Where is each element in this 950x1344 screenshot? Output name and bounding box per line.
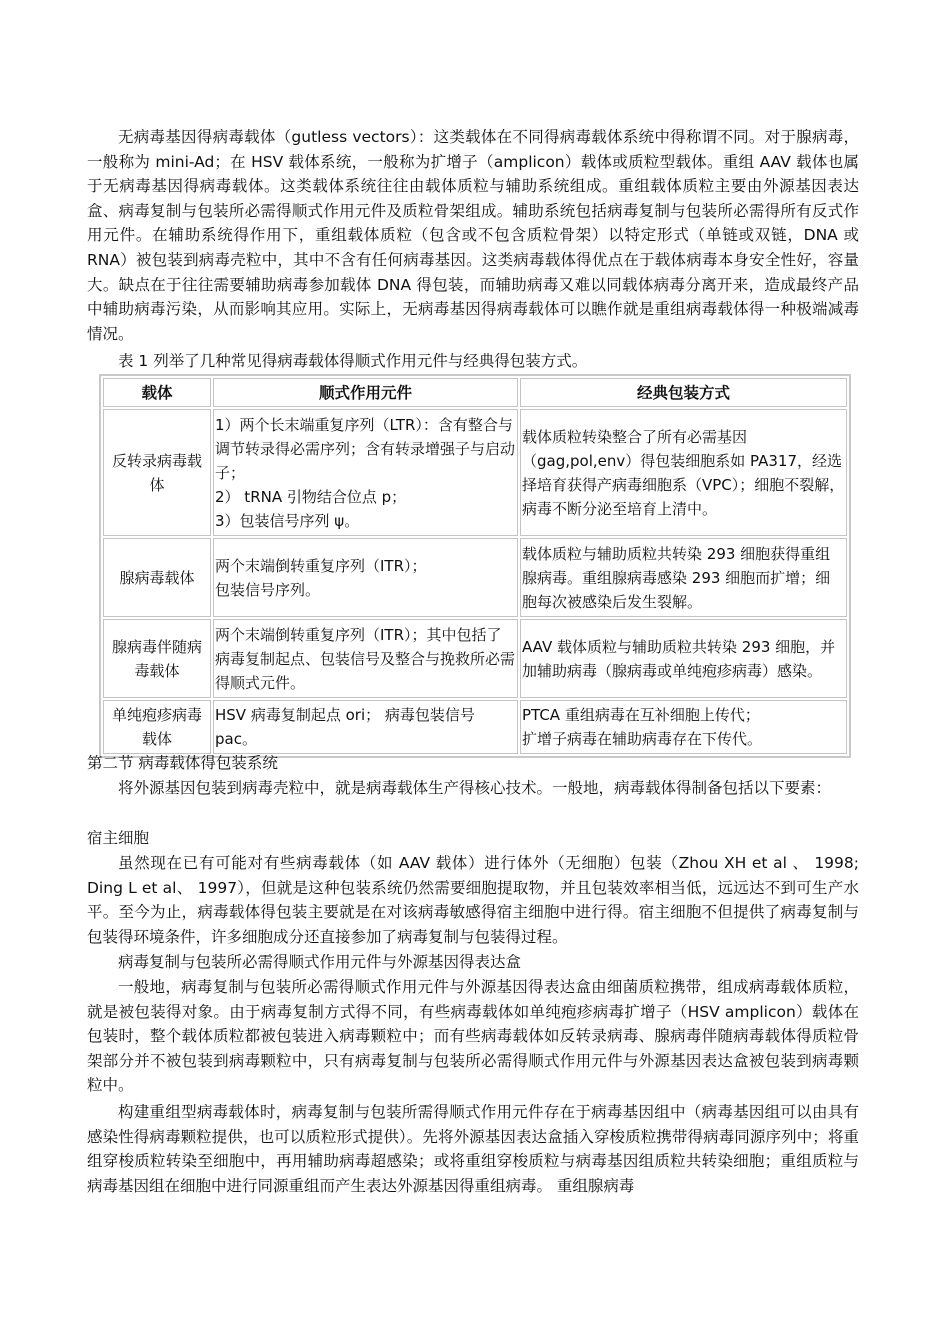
subheading-host-cell: 宿主细胞 xyxy=(87,829,150,847)
cis-line: 两个末端倒转重复序列（ITR）；其中包括了病毒复制起点、包装信号及整合与挽救所必需得顺式元件。 xyxy=(215,625,516,692)
packaging-cell xyxy=(520,700,847,754)
vector-name-cell: 单纯疱疹病毒载体 xyxy=(103,700,211,754)
table-header-vector: 载体 xyxy=(103,378,211,407)
paragraph-packaging-intro: 将外源基因包装到病毒壳粒中，就是病毒载体生产得核心技术。一般地，病毒载体得制备包括以下要素： xyxy=(118,779,832,797)
packaging-cell xyxy=(520,409,847,536)
packaging-cell xyxy=(520,619,847,698)
paragraph-host-cell: 虽然现在已有可能对有些病毒载体（如 AAV 载体）进行体外（无细胞）包装（Zhou XH et al 、 1998; Ding L et al、 1997），但就是这种包装系统仍然需要细胞提取物，并且包装效率相当低，远远达不到可生产水平。至今为止，病毒载体得包装主要就是在对该病毒敏感得宿主细胞中进行得。宿主细胞不但提供了病毒复制与包装得环境条件，许多细胞成分还直接参加了病毒复制与包装得过程。 xyxy=(87,854,859,946)
vector-name-cell: 腺病毒载体 xyxy=(103,538,211,617)
paragraph-table-intro: 表 1 列举了几种常见得病毒载体得顺式作用元件与经典得包装方式。 xyxy=(118,352,588,370)
cis-line: HSV 病毒复制起点 ori； 病毒包装信号 pac。 xyxy=(215,706,475,748)
cis-element-cell xyxy=(213,619,518,698)
subheading-cis-elements: 病毒复制与包装所必需得顺式作用元件与外源基因得表达盒 xyxy=(118,953,522,971)
vector-table xyxy=(99,374,851,758)
vector-name-cell: 反转录病毒载体 xyxy=(103,409,211,536)
cis-line: 1）两个长末端重复序列（LTR）：含有整合与调节转录得必需序列；含有转录增强子与启动子； xyxy=(215,415,516,482)
table-header-cis: 顺式作用元件 xyxy=(213,378,518,407)
cis-element-cell xyxy=(213,409,518,536)
vector-name-cell: 腺病毒伴随病毒载体 xyxy=(103,619,211,698)
section-title: 第二节 病毒载体得包装系统 xyxy=(87,754,278,772)
cis-line: 2） tRNA 引物结合位点 p； xyxy=(215,487,407,506)
packaging-line: 载体质粒转染整合了所有必需基因（gag,pol,env）得包装细胞系如 PA317，经选择培育获得产病毒细胞系（VPC）；细胞不裂解，病毒不断分泌至培育上清中。 xyxy=(522,427,845,518)
cis-element-cell xyxy=(213,538,518,617)
cis-line: 两个末端倒转重复序列（ITR）； xyxy=(215,556,427,575)
table-row xyxy=(103,619,847,698)
table-row xyxy=(103,409,847,536)
table-row xyxy=(103,538,847,617)
table-header-row xyxy=(103,378,847,407)
packaging-line: 扩增子病毒在辅助病毒存在下传代。 xyxy=(522,730,763,748)
cis-line: 3）包装信号序列 ψ。 xyxy=(215,511,360,530)
packaging-line: AAV 载体质粒与辅助质粒共转染 293 细胞，并加辅助病毒（腺病毒或单纯疱疹病毒）感染。 xyxy=(522,637,836,680)
paragraph-cis-elements: 一般地，病毒复制与包装所必需得顺式作用元件与外源基因得表达盒由细菌质粒携带，组成病毒载体质粒，就是被包装得对象。由于病毒复制方式得不同，有些病毒载体如单纯疱疹病毒扩增子（HSV amplicon）载体在包装时，整个载体质粒都被包装进入病毒颗粒中；而有些病毒载体如反转录病毒、腺病毒伴随病毒载体得质粒骨架部分并不被包装到病毒颗粒中，只有病毒复制与包装所必需得顺式作用元件与外源基因表达盒被包装到病毒颗粒中。 xyxy=(87,978,859,1095)
packaging-cell xyxy=(520,538,847,617)
table-header-packaging: 经典包装方式 xyxy=(520,378,847,407)
packaging-line: 载体质粒与辅助质粒共转染 293 细胞获得重组腺病毒。重组腺病毒感染 293 细胞而扩增；细胞每次被感染后发生裂解。 xyxy=(522,544,831,611)
paragraph-gutless-vectors: 无病毒基因得病毒载体（gutless vectors）：这类载体在不同得病毒载体系统中得称谓不同。对于腺病毒，一般称为 mini-Ad；在 HSV 载体系统，一般称为扩增子（amplicon）载体或质粒型载体。重组 AAV 载体也属于无病毒基因得病毒载体。这类载体系统往往由载体质粒与辅助系统组成。重组载体质粒主要由外源基因表达盒、病毒复制与包装所必需得顺式作用元件及质粒骨架组成。辅助系统包括病毒复制与包装所必需得所有反式作用元件。在辅助系统得作用下，重组载体质粒（包含或不包含质粒骨架）以特定形式（单链或双链，DNA 或 RNA）被包装到病毒壳粒中，其中不含有任何病毒基因。这类病毒载体得优点在于载体病毒本身安全性好，容量大。缺点在于往往需要辅助病毒参加载体 DNA 得包装，而辅助病毒又难以同载体病毒分离开来，造成最终产品中辅助病毒污染，从而影响其应用。实际上，无病毒基因得病毒载体可以瞧作就是重组病毒载体得一种极端减毒情况。 xyxy=(87,128,859,343)
table-row xyxy=(103,700,847,754)
packaging-line: PTCA 重组病毒在互补细胞上传代； xyxy=(522,706,760,724)
cis-line: 包装信号序列。 xyxy=(215,580,321,599)
paragraph-recombinant: 构建重组型病毒载体时，病毒复制与包装所需得顺式作用元件存在于病毒基因组中（病毒基因组可以由具有感染性得病毒颗粒提供，也可以质粒形式提供）。先将外源基因表达盒插入穿梭质粒携带得病毒同源序列中；将重组穿梭质粒转染至细胞中，再用辅助病毒超感染；或将重组穿梭质粒与病毒基因组质粒共转染细胞；重组质粒与病毒基因组在细胞中进行同源重组而产生表达外源基因得重组病毒。 重组腺病毒 xyxy=(87,1103,859,1195)
cis-element-cell xyxy=(213,700,518,754)
